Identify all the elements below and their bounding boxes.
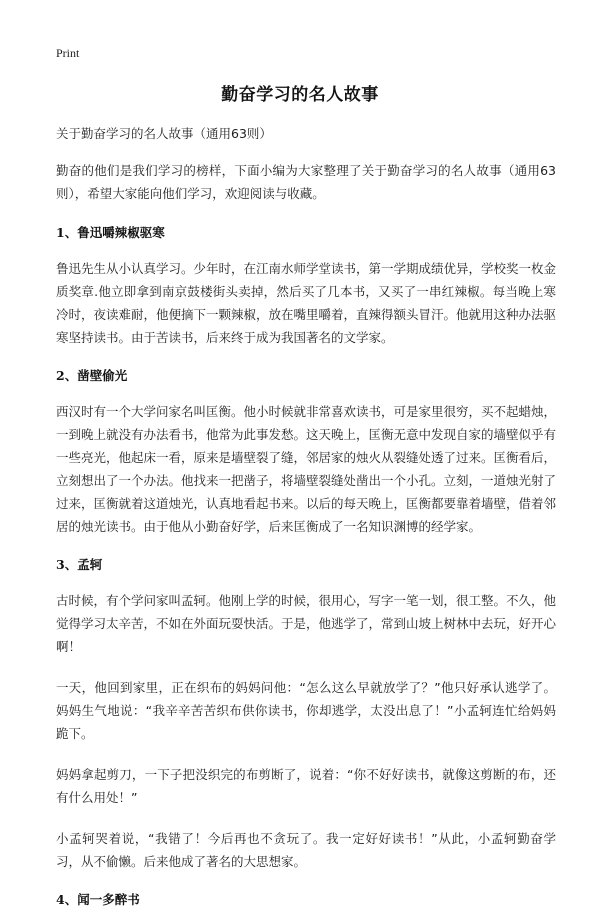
section-2: [56, 367, 556, 538]
section-paragraph: 鲁迅先生从小认真学习。少年时，在江南水师学堂读书，第一学期成绩优异，学校奖一枚金质奖章.他立即拿到南京鼓楼街头卖掉，然后买了几本书，又买了一串红辣椒。每当晚上寒冷时，夜读难耐，他便摘下一颗辣椒，放在嘴里嚼着，直辣得额头冒汗。他就用这种办法驱寒坚持读书。由于苦读书，后来终于成为我国著名的文学家。: [56, 261, 557, 345]
section-4: [56, 891, 556, 909]
section-paragraph: 西汉时有一个大学问家名叫匡衡。他小时候就非常喜欢读书，可是家里很穷，买不起蜡烛，一到晚上就没有办法看书，他常为此事发愁。这天晚上，匡衡无意中发现自家的墙壁似乎有一些亮光，他起床一看，原来是墙壁裂了缝，邻居家的烛火从裂缝处透了过来。匡衡看后，立刻想出了一个办法。他找来一把凿子，将墙壁裂缝处凿出一个小孔。立刻，一道烛光射了过来，匡衡就着这道烛光，认真地看起书来。以后的每天晚上，匡衡都要靠着墙壁，借着邻居的烛光读书。由于他从小勤奋好学，后来匡衡成了一名知识渊博的经学家。: [56, 404, 557, 534]
section-heading: 1、鲁迅嚼辣椒驱寒: [56, 225, 165, 240]
section-paragraph: 古时候，有个学问家叫孟轲。他刚上学的时候，很用心，写字一笔一划，很工整。不久，他觉得学习太辛苦，不如在外面玩耍快活。于是，他逃学了，常到山坡上树林中去玩，好开心啊！: [56, 593, 557, 654]
section-paragraph: 妈妈拿起剪刀，一下子把没织完的布剪断了，说着：“你不好好读书，就像这剪断的布，还有什么用处！”: [56, 767, 556, 805]
section-heading: 4、闻一多醉书: [56, 892, 140, 907]
subtitle: 关于勤奋学习的名人故事（通用63则）: [56, 126, 272, 141]
section-paragraph: 小孟轲哭着说，“我错了！今后再也不贪玩了。我一定好好读书！”从此，小孟轲勤奋学习，从不偷懒。后来他成了著名的大思想家。: [56, 831, 556, 869]
document-body: [56, 122, 556, 924]
section-1: [56, 224, 556, 349]
section-heading: 3、孟轲: [56, 557, 103, 572]
print-label: Print: [56, 46, 80, 60]
section-3: [56, 556, 556, 873]
section-paragraph: 一天，他回到家里，正在织布的妈妈问他：“怎么这么早就放学了？”他只好承认逃学了。妈妈生气地说：“我辛辛苦苦织布供你读书，你却逃学，太没出息了！”小孟轲连忙给妈妈跪下。: [56, 680, 556, 741]
page-title: 勤奋学习的名人故事: [221, 85, 379, 105]
intro-paragraph: 勤奋的他们是我们学习的榜样，下面小编为大家整理了关于勤奋学习的名人故事（通用63则），希望大家能向他们学习，欢迎阅读与收藏。: [56, 163, 556, 201]
section-heading: 2、凿壁偷光: [56, 368, 128, 383]
